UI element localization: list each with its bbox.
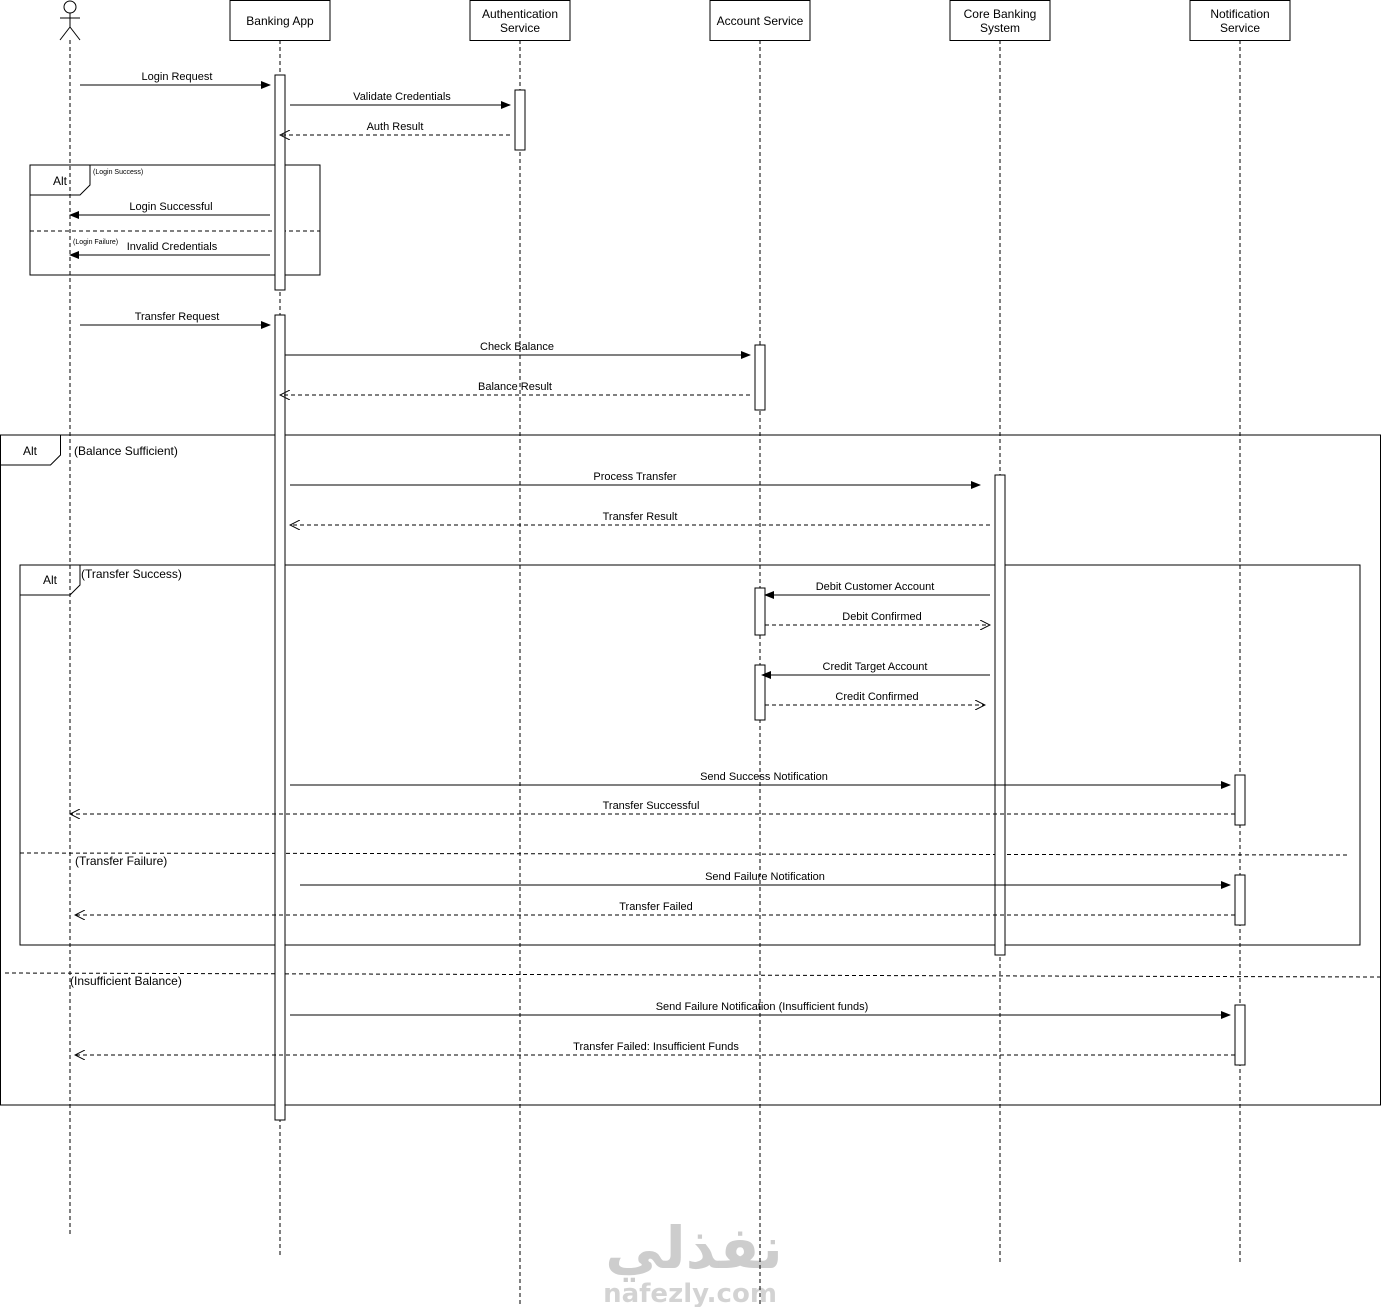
lifelines	[70, 40, 1240, 1305]
message-label: Balance Result	[478, 381, 552, 393]
fragment-separator	[5, 973, 1380, 977]
message-17	[75, 901, 1235, 915]
message-label: Transfer Request	[134, 311, 220, 323]
fragment-guard: (Login Failure)	[73, 239, 119, 246]
message-6	[285, 341, 750, 355]
messages	[70, 71, 1235, 1055]
message-label: Auth Result	[366, 121, 424, 133]
combined-fragments	[1, 165, 1381, 1105]
message-3	[70, 201, 270, 215]
fragment-transfer-alt	[20, 565, 1360, 945]
message-label: Send Failure Notification (Insufficient funds)	[655, 1001, 869, 1013]
message-label: Credit Confirmed	[835, 691, 919, 703]
message-10	[765, 581, 990, 595]
fragment-separator	[20, 853, 1350, 855]
message-15	[70, 800, 1235, 814]
fragment-guard: (Login Success)	[93, 169, 144, 176]
participant-notify	[1190, 1, 1290, 41]
activation-bar-notify	[1235, 1005, 1245, 1065]
participant-auth	[470, 1, 570, 41]
fragment-operator: Alt	[22, 444, 38, 458]
message-7	[280, 381, 750, 395]
message-9	[290, 511, 990, 525]
participant-label: Notification Service	[1210, 7, 1270, 35]
watermark	[603, 1214, 783, 1307]
watermark-arabic: نفذلي	[605, 1214, 783, 1282]
message-18	[290, 1001, 1230, 1015]
fragment-operator: Alt	[52, 174, 68, 188]
message-label: Check Balance	[480, 341, 554, 353]
participant-core	[950, 1, 1050, 41]
message-label: Login Successful	[129, 201, 213, 213]
message-14	[290, 771, 1230, 785]
participant-label: Account Service	[716, 14, 804, 28]
message-label: Invalid Credentials	[126, 241, 218, 253]
message-label: Debit Confirmed	[842, 611, 922, 623]
message-label: Transfer Failed: Insufficient Funds	[573, 1041, 739, 1053]
fragment-guard: (Transfer Success)	[81, 567, 182, 581]
message-2	[280, 121, 510, 135]
activation-bar-account	[755, 588, 765, 635]
activation-bar-core	[995, 475, 1005, 955]
fragment-guard: (Insufficient Balance)	[70, 974, 182, 988]
participant-label: Core Banking System	[963, 7, 1037, 35]
participant-label: Banking App	[246, 14, 314, 28]
message-label: Send Failure Notification	[705, 871, 825, 883]
message-0	[80, 71, 270, 85]
activation-bar-notify	[1235, 875, 1245, 925]
activation-bar-app	[275, 315, 285, 1120]
fragment-guard: (Transfer Failure)	[75, 854, 168, 868]
participant-heads	[60, 1, 1290, 41]
message-19	[75, 1041, 1235, 1055]
participant-app	[230, 1, 330, 41]
message-1	[290, 91, 510, 105]
message-16	[300, 871, 1230, 885]
fragment-operator: Alt	[42, 573, 58, 587]
message-label: Transfer Result	[602, 511, 678, 523]
message-label: Credit Target Account	[822, 661, 928, 673]
transfer-alt-frame	[20, 565, 1360, 945]
message-label: Debit Customer Account	[815, 581, 935, 593]
message-label: Validate Credentials	[353, 91, 451, 103]
activation-bar-auth	[515, 90, 525, 150]
message-11	[765, 611, 990, 625]
activation-bar-account	[755, 345, 765, 410]
message-label: Process Transfer	[593, 471, 677, 483]
message-label: Login Request	[141, 71, 213, 83]
actor-user-icon	[60, 1, 80, 40]
message-5	[80, 311, 270, 325]
message-8	[290, 471, 980, 485]
message-label: Transfer Failed	[619, 901, 693, 913]
activation-bar-account	[755, 665, 765, 720]
participant-account	[710, 1, 810, 41]
message-13	[765, 691, 985, 705]
watermark-latin: nafezly.com	[603, 1279, 777, 1307]
message-label: Transfer Successful	[602, 800, 700, 812]
activation-bar-notify	[1235, 775, 1245, 825]
fragment-guard: (Balance Sufficient)	[74, 444, 178, 458]
participant-label: Authentication Service	[481, 7, 559, 35]
activation-bar-app	[275, 75, 285, 290]
message-label: Send Success Notification	[700, 771, 828, 783]
message-12	[762, 661, 990, 675]
